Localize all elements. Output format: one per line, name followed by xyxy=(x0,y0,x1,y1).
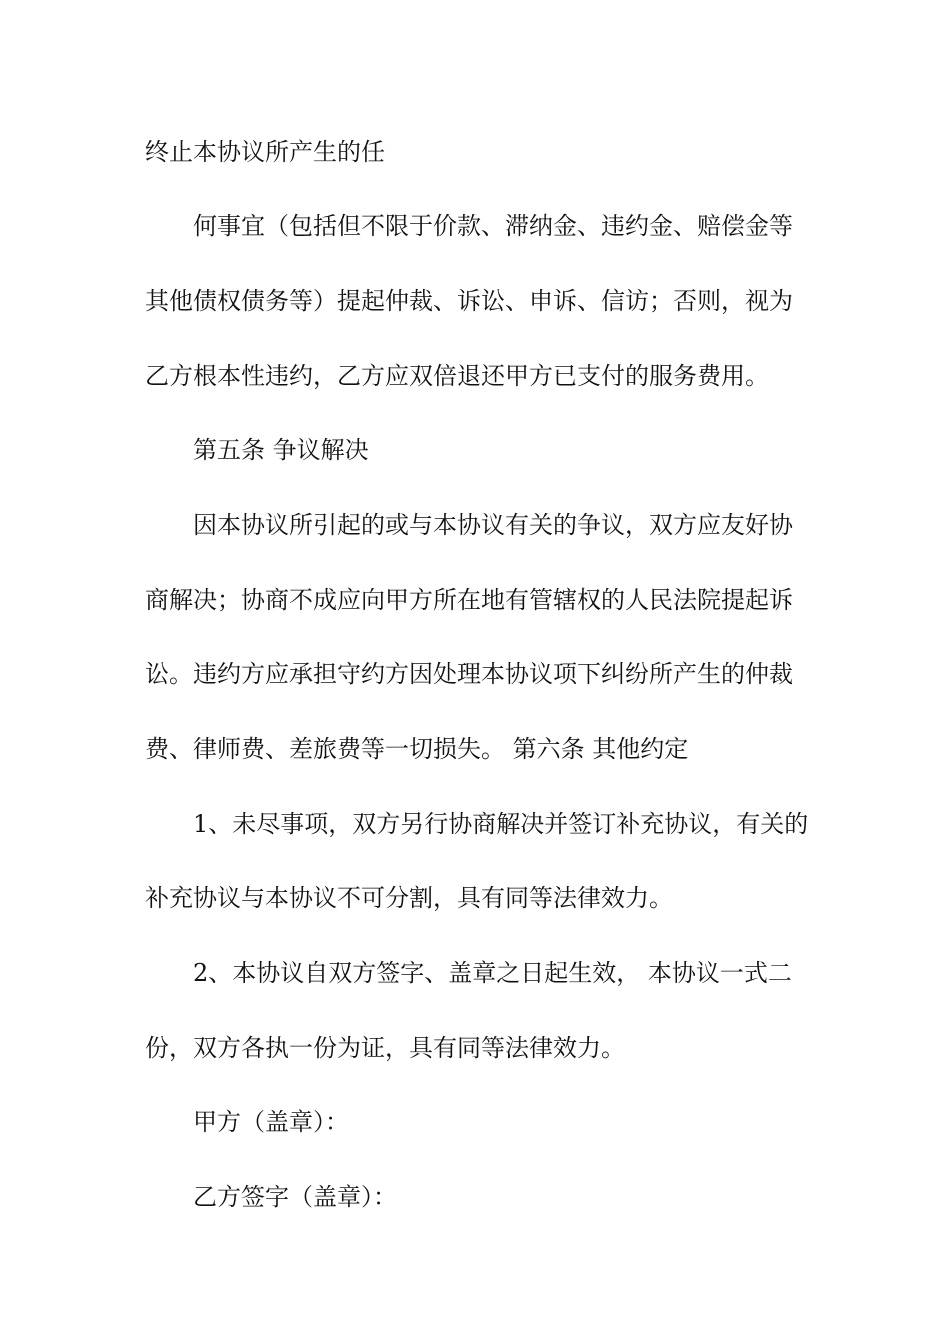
text-line: 1、未尽事项，双方另行协商解决并签订补充协议，有关的 xyxy=(193,810,809,838)
text-line: 补充协议与本协议不可分割，具有同等法律效力。 xyxy=(145,884,673,912)
signature-line-party-b: 乙方签字（盖章）： xyxy=(193,1183,397,1211)
text-line: 乙方根本性违约，乙方应双倍退还甲方已支付的服务费用。 xyxy=(145,362,769,390)
text-line: 终止本协议所产生的任 xyxy=(145,138,385,166)
text-line: 其他债权债务等）提起仲裁、诉讼、申诉、信访；否则，视为 xyxy=(145,287,793,315)
text-line: 因本协议所引起的或与本协议有关的争议，双方应友好协 xyxy=(193,511,793,539)
text-line: 商解决；协商不成应向甲方所在地有管辖权的人民法院提起诉 xyxy=(145,586,793,614)
text-line: 2、本协议自双方签字、盖章之日起生效， 本协议一式二 xyxy=(193,959,792,987)
text-line: 何事宜（包括但不限于价款、滞纳金、违约金、赔偿金等 xyxy=(193,212,793,240)
text-line: 讼。违约方应承担守约方因处理本协议项下纠纷所产生的仲裁 xyxy=(145,660,793,688)
text-line: 份，双方各执一份为证，具有同等法律效力。 xyxy=(145,1034,625,1062)
text-line: 费、律师费、差旅费等一切损失。 第六条 其他约定 xyxy=(145,735,689,763)
section-heading: 第五条 争议解决 xyxy=(193,436,369,464)
signature-line-party-a: 甲方（盖章）： xyxy=(193,1108,349,1136)
